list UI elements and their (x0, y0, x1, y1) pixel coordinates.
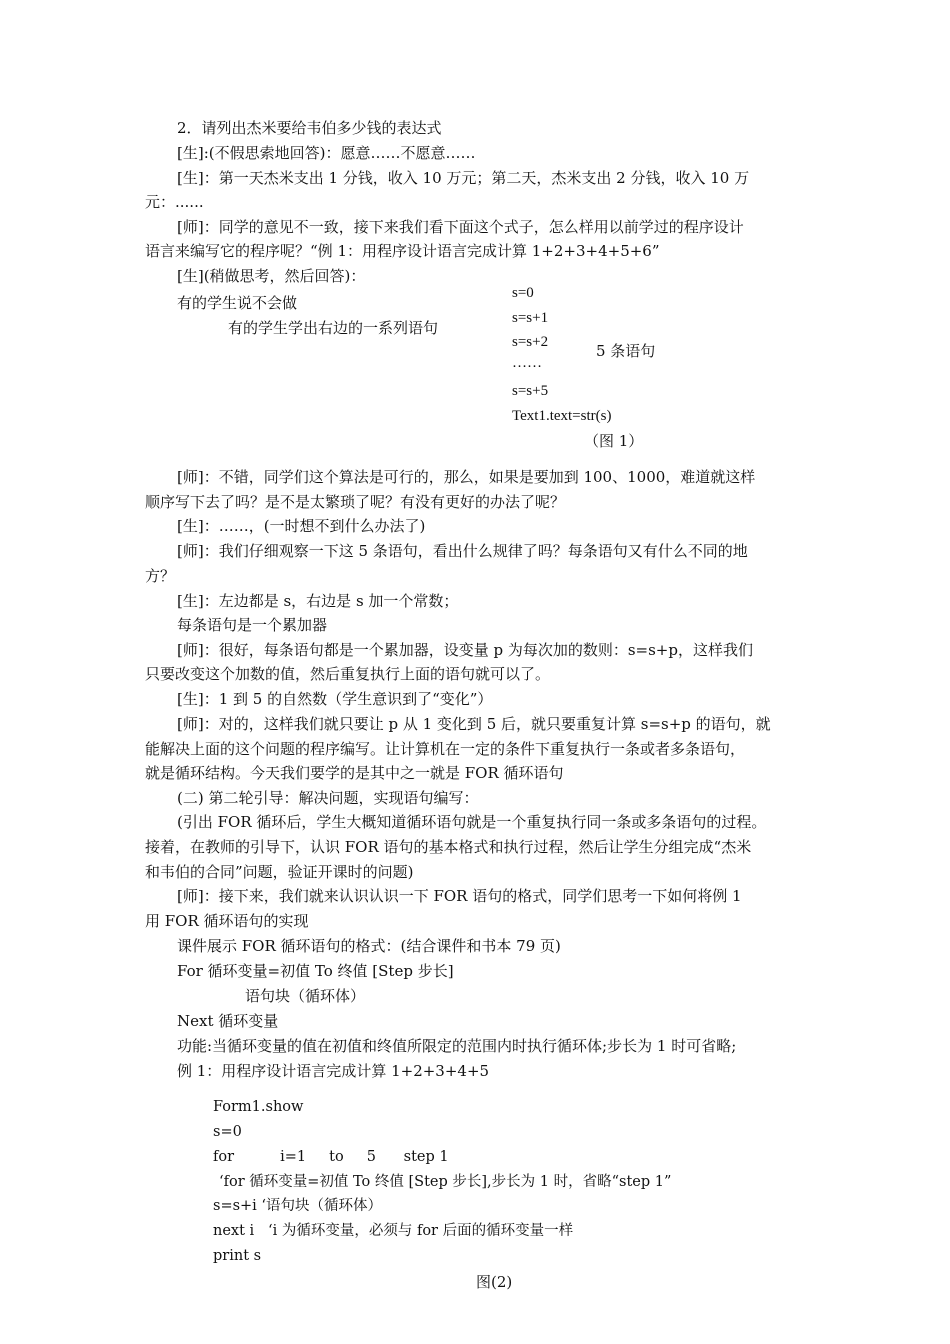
text-line: [生]：……，(一时想不到什么办法了) (177, 517, 426, 535)
text-line: [师]：接下来，我们就来认识认识一下 FOR 语句的格式，同学们思考一下如何将例 1 (177, 887, 742, 905)
code-statement: …… (512, 355, 542, 371)
statement-count-note: 5 条语句 (596, 342, 656, 360)
code-line: print s (213, 1248, 262, 1264)
text-line: 元：...... (145, 193, 204, 211)
code-statement: Text1.text=str(s) (512, 408, 612, 424)
text-line: 就是循环结构。今天我们要学的是其中之一就是 FOR 循环语句 (145, 764, 564, 782)
text-line: 和韦伯的合同”问题，验证开课时的问题) (145, 863, 414, 881)
code-statement: s=s+5 (512, 383, 549, 399)
code-line: Form1.show (213, 1099, 304, 1115)
function-description: 功能:当循环变量的值在初值和终值所限定的范围内时执行循环体;步长为 1 时可省略; (177, 1037, 737, 1055)
text-line: 顺序写下去了吗？是不是太繁琐了呢？有没有更好的办法了呢？ (145, 493, 566, 511)
text-line: 用 FOR 循环语句的实现 (145, 912, 309, 930)
section-heading: (二) 第二轮引导：解决问题，实现语句编写： (177, 789, 479, 807)
text-line: 有的学生学出右边的一系列语句 (228, 319, 439, 337)
figure-caption: （图 1） (584, 432, 644, 450)
text-line: [生]：左边都是 s，右边是 s 加一个常数； (177, 592, 459, 610)
text-line: [生]：1 到 5 的自然数（学生意识到了“变化”） (177, 690, 493, 708)
code-line: s=0 (213, 1124, 242, 1140)
code-statement: s=s+1 (512, 310, 549, 326)
text-line: 语言来编写它的程序呢？“例 1：用程序设计语言完成计算 1+2+3+4+5+6” (145, 242, 660, 260)
text-line: [师]：对的，这样我们就只要让 p 从 1 变化到 5 后，就只要重复计算 s=s+p 的语句，就 (177, 715, 771, 733)
code-line: s=s+i ‘语句块（循环体） (213, 1198, 383, 1214)
text-line: [生]:(不假思索地回答)：愿意……不愿意…… (177, 144, 476, 162)
syntax-line: 语句块（循环体） (245, 987, 366, 1005)
code-line: next i ‘i 为循环变量，必须与 for 后面的循环变量一样 (213, 1223, 574, 1239)
text-line: [生]：第一天杰米支出 1 分钱，收入 10 万元；第二天，杰米支出 2 分钱，收入 10 万 (177, 169, 750, 187)
syntax-line: For 循环变量=初值 To 终值 [Step 步长] (177, 962, 454, 980)
syntax-line: Next 循环变量 (177, 1012, 279, 1030)
text-line: 2．请列出杰米要给韦伯多少钱的表达式 (177, 119, 442, 137)
text-line: (引出 FOR 循环后，学生大概知道循环语句就是一个重复执行同一条或多条语句的过程。 (177, 813, 767, 831)
text-line: 每条语句是一个累加器 (177, 616, 328, 634)
text-line: [师]：不错，同学们这个算法是可行的，那么，如果是要加到 100、1000，难道就这样 (177, 468, 756, 486)
code-statement: s=s+2 (512, 334, 549, 350)
text-line: [生](稍做思考，然后回答)： (177, 267, 366, 285)
code-comment-line: ‘for 循环变量=初值 To 终值 [Step 步长],步长为 1 时，省略“step 1” (219, 1174, 672, 1190)
code-statement: s=0 (512, 285, 534, 301)
text-line: 课件展示 FOR 循环语句的格式：(结合课件和书本 79 页) (177, 937, 561, 955)
code-line: for i=1 to 5 step 1 (213, 1149, 449, 1165)
figure-caption: 图(2) (476, 1273, 513, 1291)
text-line: [师]：我们仔细观察一下这 5 条语句，看出什么规律了吗？每条语句又有什么不同的地 (177, 542, 748, 560)
example-title: 例 1：用程序设计语言完成计算 1+2+3+4+5 (177, 1062, 490, 1080)
text-line: [师]：很好，每条语句都是一个累加器，设变量 p 为每次加的数则：s=s+p，这样我们 (177, 641, 753, 659)
text-line: 有的学生说不会做 (177, 294, 298, 312)
text-line: 能解决上面的这个问题的程序编写。让计算机在一定的条件下重复执行一条或者多条语句， (145, 740, 746, 758)
text-line: 只要改变这个加数的值，然后重复执行上面的语句就可以了。 (145, 665, 551, 683)
text-line: [师]：同学的意见不一致，接下来我们看下面这个式子，怎么样用以前学过的程序设计 (177, 218, 744, 236)
text-line: 方？ (145, 567, 176, 585)
text-line: 接着，在教师的引导下，认识 FOR 语句的基本格式和执行过程，然后让学生分组完成“杰米 (145, 838, 752, 856)
